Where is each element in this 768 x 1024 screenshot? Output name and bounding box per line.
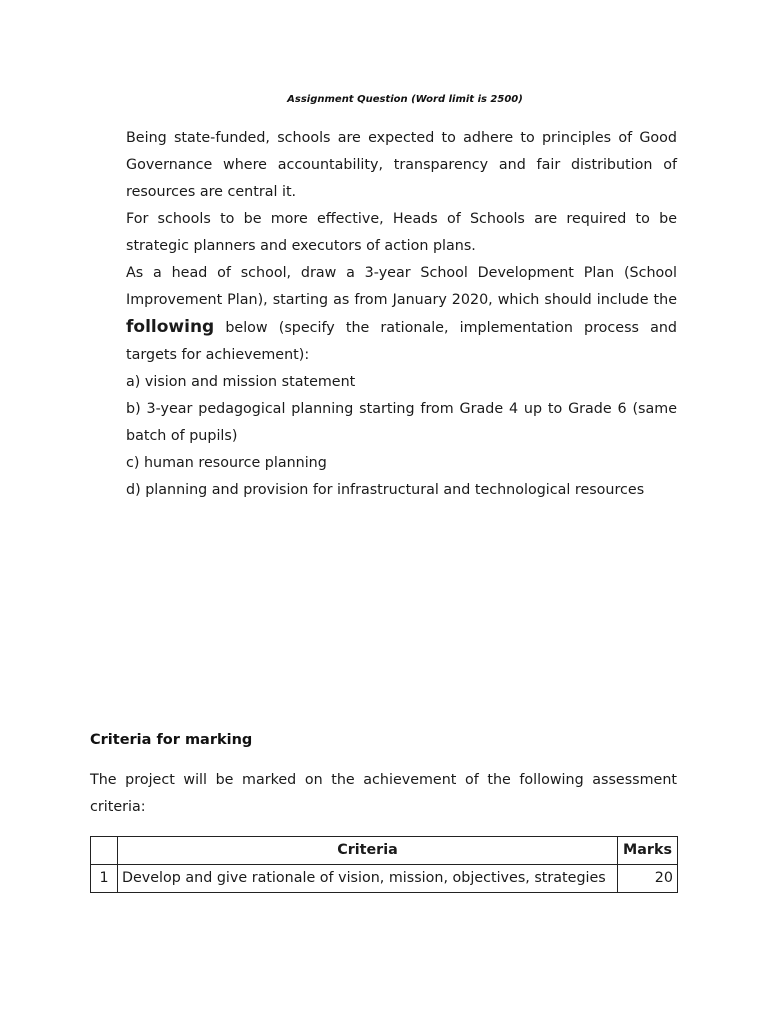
question-paragraph-3-end: below (specify the rationale, implementation process and targets for achievement):: [126, 320, 677, 363]
table-cell-marks: 20: [618, 865, 678, 893]
emphasized-word: following: [126, 317, 215, 337]
table-header-row: [91, 837, 678, 865]
question-item-b: b) 3-year pedagogical planning starting from Grade 4 up to Grade 6 (same batch of pupils): [126, 401, 677, 444]
question-item-a: a) vision and mission statement: [126, 374, 356, 390]
table-header-marks: Marks: [618, 837, 678, 865]
question-paragraph-1: Being state-funded, schools are expected to adhere to principles of Good Governance where accountability, transparency and fair distribution of resources are central it.: [126, 130, 677, 200]
question-paragraph-3: [126, 260, 677, 369]
table-cell-number: 1: [91, 865, 118, 893]
table-header-criteria: Criteria: [118, 837, 618, 865]
assignment-title: Assignment Question (Word limit is 2500): [287, 94, 523, 105]
criteria-intro: The project will be marked on the achievement of the following assessment criteria:: [90, 772, 677, 815]
table-row: [91, 865, 678, 893]
question-item-d: d) planning and provision for infrastructural and technological resources: [126, 482, 645, 498]
question-paragraph-3-start: As a head of school, draw a 3-year School Development Plan (School Improvement Plan), starting as from January 2020, which should include the: [126, 265, 677, 308]
criteria-table: [90, 836, 678, 893]
question-body: [126, 125, 677, 504]
table-cell-criteria: Develop and give rationale of vision, mission, objectives, strategies: [118, 865, 618, 893]
criteria-heading: Criteria for marking: [90, 732, 253, 748]
question-item-c: c) human resource planning: [126, 455, 327, 471]
question-paragraph-2: For schools to be more effective, Heads of Schools are required to be strategic planners and executors of action plans.: [126, 211, 677, 254]
table-header-number: [91, 837, 118, 865]
